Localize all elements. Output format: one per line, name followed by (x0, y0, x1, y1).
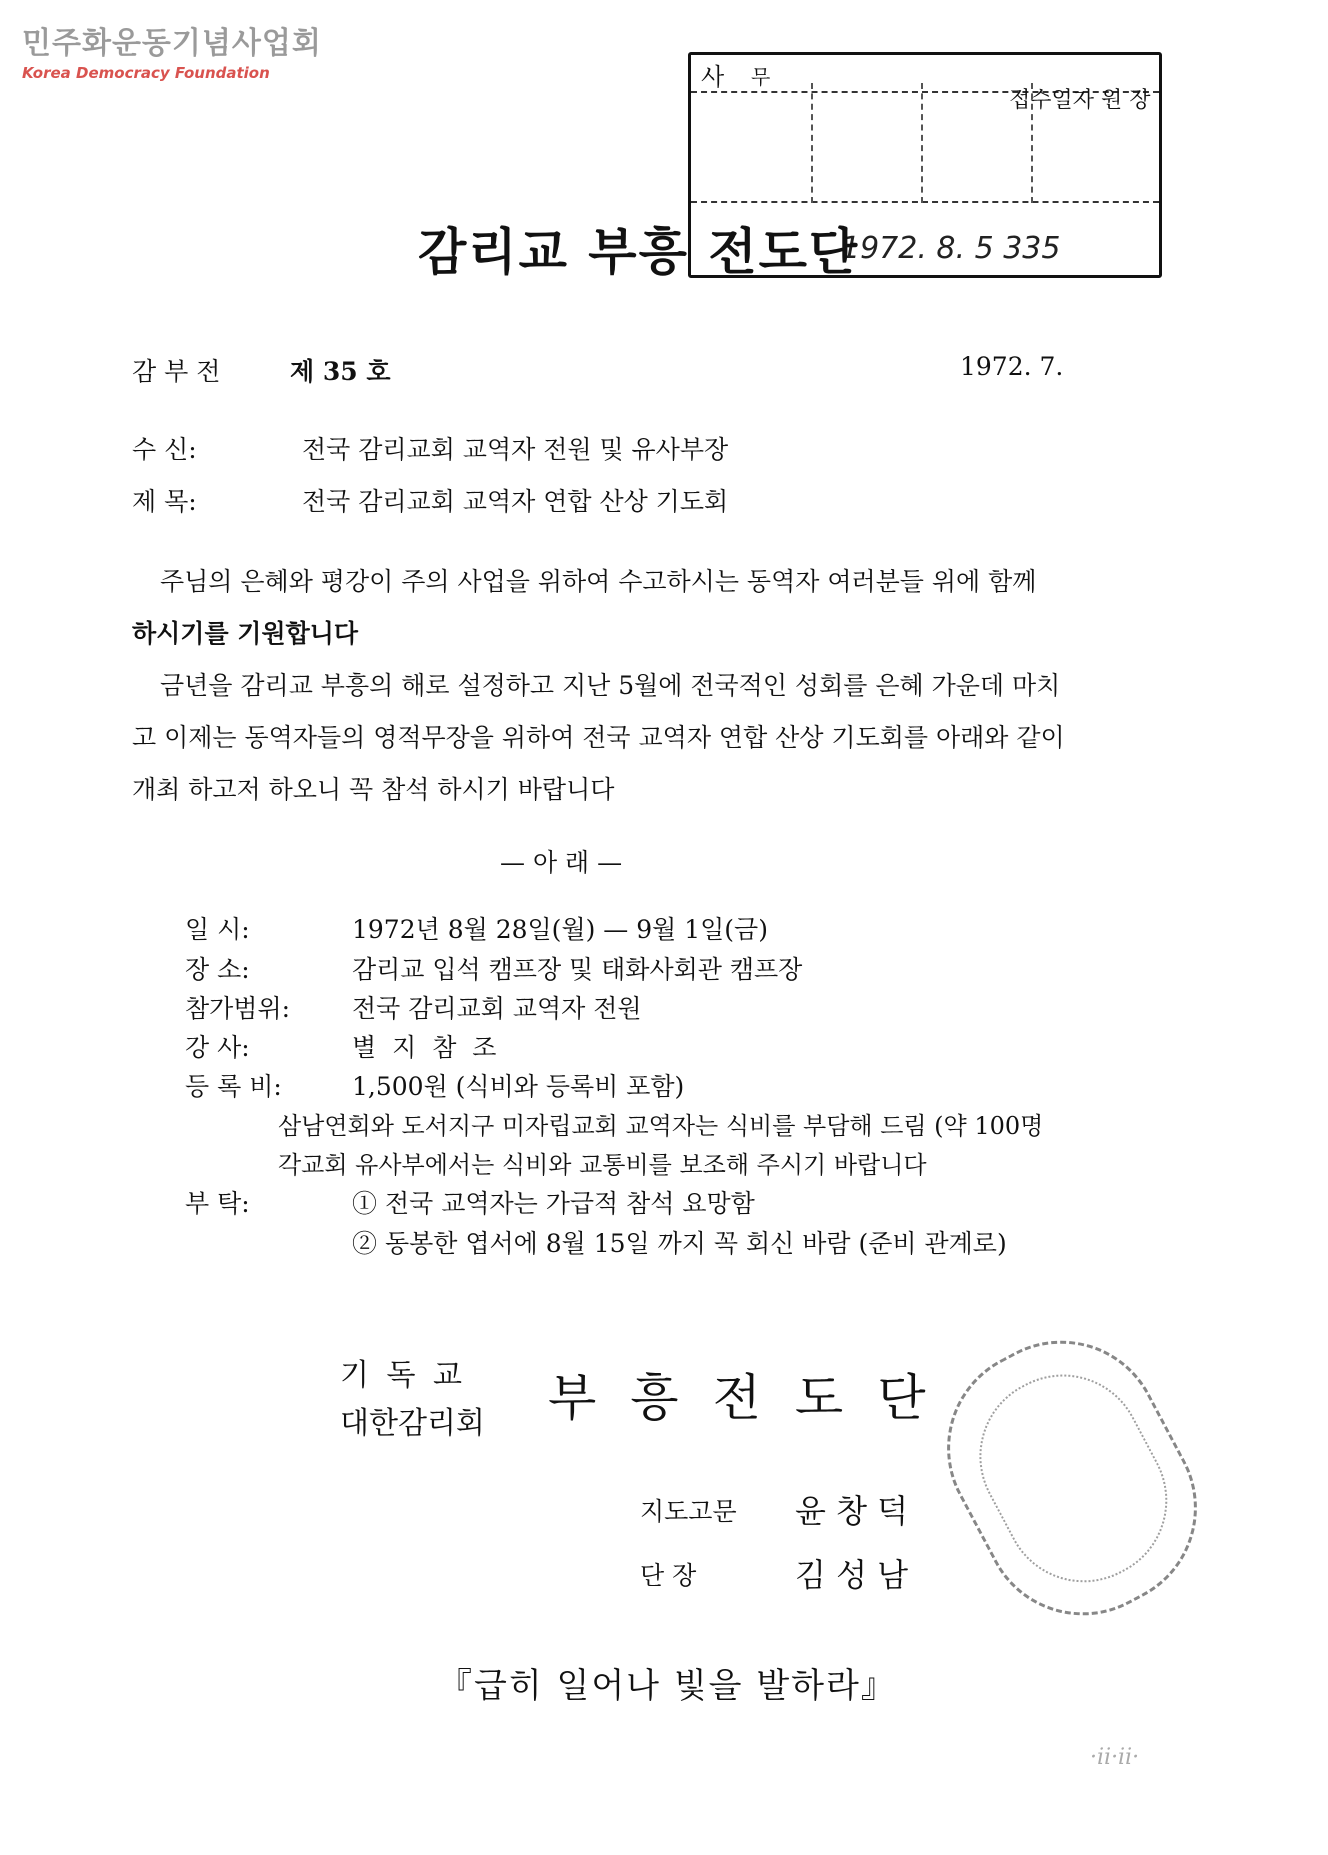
seal-inner-ring (951, 1346, 1195, 1610)
date-value: 1972년 8월 28일(월) — 9월 1일(금) (352, 915, 768, 944)
org-denomination: 기 독 교 (340, 1358, 467, 1393)
place-value: 감리교 입석 캠프장 및 태화사회관 캠프장 (352, 955, 803, 984)
doc-number: 제 35 호 (290, 357, 391, 386)
stamp-column-line (921, 83, 923, 203)
fee-note: 각교회 유사부에서는 식비와 교통비를 보조해 주시기 바랍니다 (278, 1151, 927, 1179)
stamp-divider (691, 201, 1159, 203)
org-church: 대한감리회 (340, 1406, 485, 1441)
request-label: 부 탁: (185, 1189, 250, 1218)
handwritten-receipt-number: 1972. 8. 5 335 (841, 231, 1061, 266)
section-heading-below: — 아 래 — (500, 848, 623, 877)
stamp-column-line (811, 83, 813, 203)
body-line: 금년을 감리교 부흥의 해로 설정하고 지난 5월에 전국적인 성회를 은혜 가운데 마치 (160, 671, 1061, 700)
speaker-value: 별 지 참 조 (352, 1033, 501, 1062)
doc-date: 1972. 7. (960, 352, 1064, 381)
watermark-korean: 민주화운동기념사업회 (22, 26, 322, 61)
body-line: 하시기를 기원합니다 (132, 619, 359, 648)
body-line: 개최 하고저 하오니 꼭 참석 하시기 바랍니다 (132, 775, 615, 804)
subject-label: 제 목: (132, 487, 197, 516)
doc-number-prefix: 감 부 전 (132, 357, 221, 386)
recipient-value: 전국 감리교회 교역자 전원 및 유사부장 (302, 435, 729, 464)
motto: 『급히 일어나 빛을 발하라』 (438, 1666, 897, 1706)
date-label: 일 시: (185, 915, 250, 944)
stamp-label: 사 (701, 63, 725, 91)
scope-label: 참가범위: (185, 994, 291, 1023)
speaker-label: 강 사: (185, 1033, 250, 1062)
stamp-label: 접수일자 원 장 (1009, 88, 1151, 113)
fee-note: 삼남연회와 도서지구 미자립교회 교역자는 식비를 부담해 드림 (약 100명 (278, 1112, 1044, 1140)
watermark-english: Korea Democracy Foundation (22, 64, 270, 82)
request-item: ② 동봉한 엽서에 8월 15일 까지 꼭 회신 바람 (준비 관계로) (352, 1229, 1007, 1258)
handwritten-smudge: ·ⅱ·ⅱ· (1090, 1745, 1140, 1770)
fee-label: 등 록 비: (185, 1072, 282, 1101)
advisor-name: 윤 창 덕 (795, 1492, 909, 1530)
fee-value: 1,500원 (식비와 등록비 포함) (352, 1072, 685, 1101)
official-seal (912, 1305, 1232, 1650)
body-line: 주님의 은혜와 평강이 주의 사업을 위하여 수고하시는 동역자 여러분들 위에 함께 (160, 567, 1037, 596)
subject-value: 전국 감리교회 교역자 연합 산상 기도회 (302, 487, 729, 516)
org-name: 부흥전도단 (548, 1369, 960, 1427)
document-title: 감리교 부흥 전도단 (418, 223, 860, 281)
recipient-label: 수 신: (132, 435, 197, 464)
advisor-title: 지도고문 (640, 1497, 737, 1526)
leader-title: 단 장 (640, 1561, 697, 1590)
stamp-label: 무 (751, 65, 771, 89)
scope-value: 전국 감리교회 교역자 전원 (352, 994, 642, 1023)
request-item: ① 전국 교역자는 가급적 참석 요망함 (352, 1189, 755, 1218)
body-line: 고 이제는 동역자들의 영적무장을 위하여 전국 교역자 연합 산상 기도회를 아래와 같이 (132, 723, 1065, 752)
place-label: 장 소: (185, 955, 250, 984)
leader-name: 김 성 남 (795, 1556, 909, 1594)
